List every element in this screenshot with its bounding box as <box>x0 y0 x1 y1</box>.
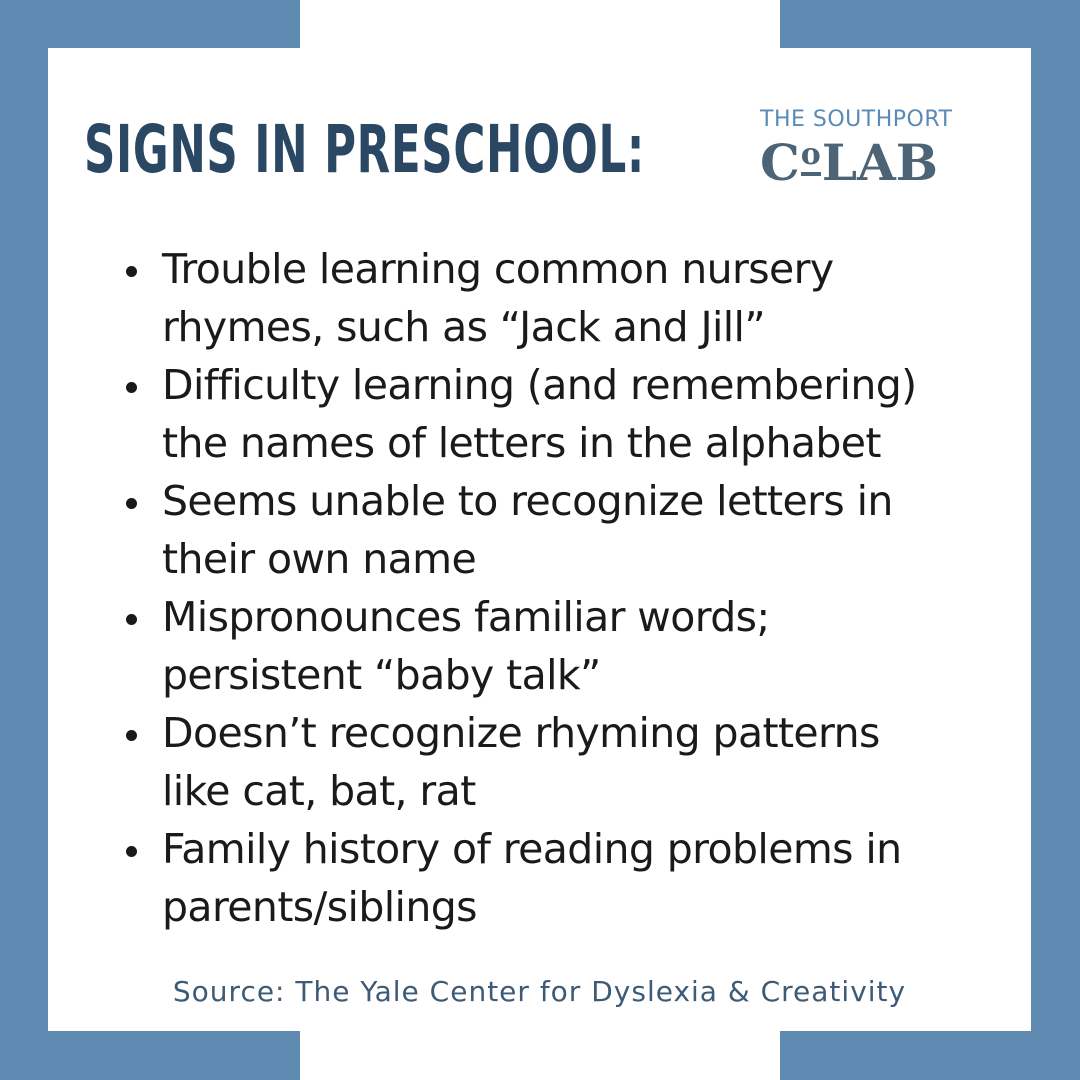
list-item-line-2: their own name <box>162 535 477 583</box>
list-item-line-1: Seems unable to recognize letters in <box>162 477 893 525</box>
frame-block-top-right <box>780 0 1080 48</box>
signs-list <box>122 240 982 936</box>
bullet-dot <box>126 266 137 277</box>
logo-letters-lab: LAB <box>821 133 939 192</box>
list-item <box>122 356 982 472</box>
bullet-dot <box>126 730 137 741</box>
list-item-line-1: Difficulty learning (and remembering) <box>162 361 917 409</box>
list-item-line-1: Trouble learning common nursery <box>162 245 834 293</box>
list-item <box>122 240 982 356</box>
list-item-line-2: persistent “baby talk” <box>162 651 601 699</box>
logo-letter-o: o <box>801 140 821 176</box>
frame-block-bottom-left <box>0 1031 300 1080</box>
logo-letter-c: C <box>760 133 800 192</box>
list-item <box>122 704 982 820</box>
frame-block-top-left <box>0 0 300 48</box>
bullet-dot <box>126 498 137 509</box>
list-item-line-2: rhymes, such as “Jack and Jill” <box>162 303 765 351</box>
list-item <box>122 820 982 936</box>
list-item-line-1: Doesn’t recognize rhyming patterns <box>162 709 880 757</box>
source-citation: Source: The Yale Center for Dyslexia & Creativity <box>172 975 907 1008</box>
list-item <box>122 588 982 704</box>
bullet-dot <box>126 846 137 857</box>
frame-block-left <box>0 48 48 1031</box>
frame-block-bottom-right <box>780 1031 1080 1080</box>
page-title: SIGNS IN PRESCHOOL: <box>84 111 645 188</box>
list-item-line-1: Family history of reading problems in <box>162 825 902 873</box>
frame-block-right <box>1031 48 1080 1031</box>
bullet-dot <box>126 382 137 393</box>
list-item-line-2: parents/siblings <box>162 883 477 931</box>
southport-colab-logo <box>760 106 982 190</box>
logo-line-1: THE SOUTHPORT <box>760 107 953 132</box>
list-item-line-1: Mispronounces familiar words; <box>162 593 770 641</box>
logo-line-2 <box>760 134 938 192</box>
list-item-line-2: the names of letters in the alphabet <box>162 419 881 467</box>
list-item <box>122 472 982 588</box>
list-item-line-2: like cat, bat, rat <box>162 767 476 815</box>
bullet-dot <box>126 614 137 625</box>
